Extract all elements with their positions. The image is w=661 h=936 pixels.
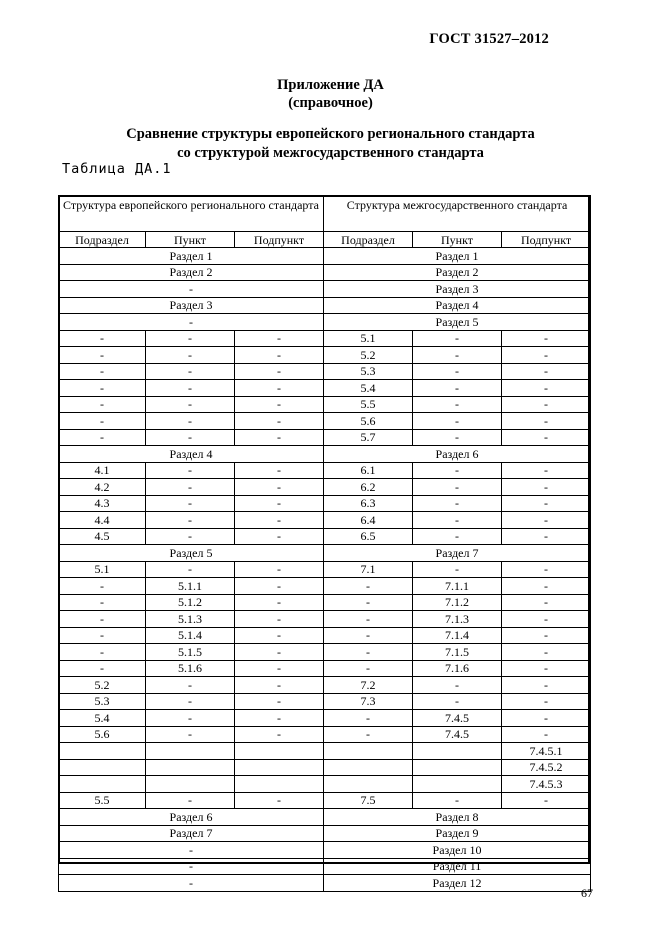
table-cell	[324, 743, 413, 760]
table-cell	[413, 776, 502, 793]
table-cell: -	[413, 479, 502, 496]
section-cell-left: -	[59, 875, 324, 892]
table-cell: 6.4	[324, 512, 413, 529]
table-cell: -	[235, 660, 324, 677]
table-cell: 5.1.2	[146, 594, 235, 611]
table-cell	[235, 759, 324, 776]
table-cell: 5.1.6	[146, 660, 235, 677]
table-row	[59, 561, 591, 578]
table-cell: 5.3	[59, 693, 146, 710]
section-cell-right: Раздел 11	[324, 858, 591, 875]
table-cell: 7.2	[324, 677, 413, 694]
table-cell: 7.1.5	[413, 644, 502, 661]
table-cell: -	[502, 677, 591, 694]
table-cell: -	[235, 561, 324, 578]
table-cell: 7.1.1	[413, 578, 502, 595]
table-cell: -	[235, 792, 324, 809]
table-cell	[146, 776, 235, 793]
table-cell: 7.4.5.1	[502, 743, 591, 760]
table-cell: -	[235, 396, 324, 413]
section-cell-left: -	[59, 842, 324, 859]
table-cell: -	[324, 594, 413, 611]
table-cell: -	[146, 528, 235, 545]
table-cell: -	[413, 330, 502, 347]
page-number: 67	[581, 886, 593, 900]
table-row	[59, 264, 591, 281]
table-cell: 5.1.4	[146, 627, 235, 644]
table-cell: -	[59, 660, 146, 677]
table-cell: 6.3	[324, 495, 413, 512]
table-cell: -	[502, 627, 591, 644]
table-cell: -	[413, 677, 502, 694]
table-cell: 5.1	[324, 330, 413, 347]
standard-header: ГОСТ 31527–2012	[429, 31, 549, 47]
table-cell: -	[235, 677, 324, 694]
table-cell: -	[146, 380, 235, 397]
table-cell	[324, 776, 413, 793]
table-cell: -	[146, 561, 235, 578]
appendix-title: Приложение ДА	[277, 77, 384, 93]
table-cell: 7.4.5.3	[502, 776, 591, 793]
table-cell: -	[413, 693, 502, 710]
table-cell	[235, 743, 324, 760]
table-cell: -	[146, 363, 235, 380]
table-cell: 6.2	[324, 479, 413, 496]
table-row	[59, 710, 591, 727]
table-cell: 7.4.5	[413, 710, 502, 727]
section-cell-right: Раздел 1	[324, 248, 591, 265]
table-cell: -	[502, 363, 591, 380]
table-cell: -	[324, 660, 413, 677]
table-row	[59, 396, 591, 413]
section-cell-left: Раздел 2	[59, 264, 324, 281]
table-cell: -	[502, 693, 591, 710]
section-cell-right: Раздел 12	[324, 875, 591, 892]
table-cell: -	[324, 578, 413, 595]
table-row	[59, 693, 591, 710]
table-cell: -	[59, 396, 146, 413]
table-cell: -	[235, 627, 324, 644]
table-cell: 5.2	[59, 677, 146, 694]
section-cell-left: Раздел 1	[59, 248, 324, 265]
appendix-subtitle: (справочное)	[288, 95, 373, 111]
table-row	[59, 611, 591, 628]
table-cell: -	[502, 578, 591, 595]
table-row	[59, 858, 591, 875]
table-cell: -	[146, 396, 235, 413]
table-cell: 7.3	[324, 693, 413, 710]
section-cell-right: Раздел 4	[324, 297, 591, 314]
table-cell: -	[502, 512, 591, 529]
column-header: Подраздел	[59, 232, 146, 248]
table-cell: -	[502, 479, 591, 496]
table-cell: -	[502, 347, 591, 364]
table-cell: -	[413, 429, 502, 446]
table-cell: 7.1.3	[413, 611, 502, 628]
section-cell-left: -	[59, 281, 324, 298]
table-cell: 5.7	[324, 429, 413, 446]
table-cell	[146, 743, 235, 760]
table-row	[59, 446, 591, 463]
table-cell: -	[413, 528, 502, 545]
comparison-heading-line1: Сравнение структуры европейского регионального стандарта	[126, 126, 535, 142]
table-cell: 7.4.5	[413, 726, 502, 743]
table-row	[59, 281, 591, 298]
table-cell: 4.3	[59, 495, 146, 512]
table-cell: -	[235, 693, 324, 710]
comparison-table	[58, 195, 591, 892]
table-cell: -	[146, 677, 235, 694]
table-cell: -	[502, 330, 591, 347]
section-cell-right: Раздел 10	[324, 842, 591, 859]
table-row	[59, 347, 591, 364]
table-cell: -	[324, 710, 413, 727]
table-cell: -	[146, 330, 235, 347]
table-row	[59, 429, 591, 446]
column-header: Пункт	[146, 232, 235, 248]
table-cell: -	[59, 363, 146, 380]
table-row	[59, 660, 591, 677]
table-cell: -	[235, 578, 324, 595]
section-cell-left: Раздел 7	[59, 825, 324, 842]
table-cell: -	[413, 561, 502, 578]
section-cell-left: Раздел 5	[59, 545, 324, 562]
table-row	[59, 792, 591, 809]
table-row	[59, 743, 591, 760]
table-row	[59, 594, 591, 611]
table-row	[59, 545, 591, 562]
table-cell: -	[235, 462, 324, 479]
table-row	[59, 528, 591, 545]
table-cell: -	[146, 710, 235, 727]
table-cell: -	[413, 512, 502, 529]
table-cell: 5.1.5	[146, 644, 235, 661]
table-cell: 5.4	[324, 380, 413, 397]
table-cell: -	[502, 396, 591, 413]
table-cell: -	[235, 380, 324, 397]
table-cell	[59, 776, 146, 793]
table-cell: -	[146, 792, 235, 809]
table-cell: -	[502, 792, 591, 809]
table-row	[59, 363, 591, 380]
table-cell: 7.4.5.2	[502, 759, 591, 776]
table-cell	[59, 743, 146, 760]
table-row	[59, 413, 591, 430]
table-cell: -	[413, 462, 502, 479]
table-cell	[146, 759, 235, 776]
table-cell: -	[413, 495, 502, 512]
table-cell: -	[146, 413, 235, 430]
table-row	[59, 578, 591, 595]
table-cell: 7.1.2	[413, 594, 502, 611]
table-row	[59, 462, 591, 479]
table-cell: -	[413, 413, 502, 430]
table-cell: 6.5	[324, 528, 413, 545]
table-cell: 5.6	[324, 413, 413, 430]
comparison-heading-line2: со структурой межгосударственного стандарта	[177, 145, 484, 161]
table-cell: -	[235, 528, 324, 545]
table-cell: -	[146, 726, 235, 743]
table-cell: -	[59, 380, 146, 397]
table-cell: -	[235, 479, 324, 496]
table-cell: -	[324, 644, 413, 661]
table-cell: 7.1.6	[413, 660, 502, 677]
table-row	[59, 677, 591, 694]
table-cell: -	[235, 726, 324, 743]
table-cell: -	[146, 462, 235, 479]
table-row	[59, 825, 591, 842]
table-row	[59, 330, 591, 347]
table-cell: 5.1.1	[146, 578, 235, 595]
table-cell: -	[59, 330, 146, 347]
table-cell: -	[235, 429, 324, 446]
table-cell: -	[235, 347, 324, 364]
table-cell	[413, 759, 502, 776]
table-cell: -	[59, 611, 146, 628]
section-cell-left: Раздел 6	[59, 809, 324, 826]
table-cell: 6.1	[324, 462, 413, 479]
table-body	[59, 248, 591, 892]
table-cell: -	[413, 347, 502, 364]
table-row	[59, 726, 591, 743]
table-row	[59, 248, 591, 265]
table-cell: -	[59, 413, 146, 430]
table-cell: -	[59, 347, 146, 364]
column-header: Пункт	[413, 232, 502, 248]
table-row	[59, 495, 591, 512]
table-cell: -	[324, 627, 413, 644]
table-cell: -	[235, 413, 324, 430]
table-cell: -	[146, 512, 235, 529]
table-cell: -	[502, 429, 591, 446]
table-cell: 5.4	[59, 710, 146, 727]
table-row	[59, 875, 591, 892]
table-cell: -	[59, 644, 146, 661]
table-cell: -	[146, 429, 235, 446]
section-cell-left: Раздел 3	[59, 297, 324, 314]
table-cell: -	[502, 380, 591, 397]
table-cell: -	[235, 512, 324, 529]
table-cell: 4.4	[59, 512, 146, 529]
table-row	[59, 759, 591, 776]
table-cell: -	[59, 627, 146, 644]
table-cell	[59, 759, 146, 776]
table-cell: 5.5	[324, 396, 413, 413]
table-cell: 5.2	[324, 347, 413, 364]
column-header: Подраздел	[324, 232, 413, 248]
table-cell: -	[502, 726, 591, 743]
column-header: Подпункт	[502, 232, 591, 248]
table-cell: -	[235, 495, 324, 512]
table-cell: -	[413, 380, 502, 397]
table-cell: -	[235, 710, 324, 727]
table-cell: -	[235, 644, 324, 661]
table-cell: 7.5	[324, 792, 413, 809]
table-cell: -	[502, 528, 591, 545]
table-cell: -	[502, 413, 591, 430]
table-cell: -	[146, 495, 235, 512]
section-cell-right: Раздел 3	[324, 281, 591, 298]
table-cell: -	[146, 479, 235, 496]
table-cell: -	[235, 330, 324, 347]
table-row	[59, 809, 591, 826]
table-cell: -	[502, 462, 591, 479]
table-cell: 4.2	[59, 479, 146, 496]
group-header-european: Структура европейского регионального стандарта	[59, 196, 324, 232]
table-cell: -	[413, 396, 502, 413]
table-row	[59, 842, 591, 859]
table-cell: 7.1.4	[413, 627, 502, 644]
table-cell: 7.1	[324, 561, 413, 578]
section-cell-right: Раздел 8	[324, 809, 591, 826]
table-row	[59, 627, 591, 644]
table-cell	[324, 759, 413, 776]
table-cell: -	[59, 429, 146, 446]
table-row	[59, 297, 591, 314]
section-cell-right: Раздел 5	[324, 314, 591, 331]
table-cell: 5.5	[59, 792, 146, 809]
table-cell	[235, 776, 324, 793]
table-cell: -	[235, 594, 324, 611]
table-cell: -	[324, 726, 413, 743]
table-cell: 4.1	[59, 462, 146, 479]
section-cell-right: Раздел 9	[324, 825, 591, 842]
table-row	[59, 512, 591, 529]
section-cell-right: Раздел 7	[324, 545, 591, 562]
table-row	[59, 776, 591, 793]
table-row	[59, 644, 591, 661]
table-cell: -	[59, 594, 146, 611]
table-cell: -	[502, 660, 591, 677]
table-row	[59, 479, 591, 496]
section-cell-right: Раздел 6	[324, 446, 591, 463]
table-cell: -	[502, 594, 591, 611]
section-cell-left: Раздел 4	[59, 446, 324, 463]
table-cell: 5.6	[59, 726, 146, 743]
table-cell: 4.5	[59, 528, 146, 545]
table-label: Таблица ДА.1	[62, 161, 172, 177]
group-header-interstate: Структура межгосударственного стандарта	[324, 196, 591, 232]
table-cell: -	[235, 363, 324, 380]
table-cell: -	[502, 495, 591, 512]
table-cell: -	[413, 792, 502, 809]
table-cell: -	[146, 347, 235, 364]
table-row	[59, 314, 591, 331]
table-cell: -	[146, 693, 235, 710]
table-cell: -	[502, 561, 591, 578]
table-cell: -	[502, 710, 591, 727]
table-cell: -	[324, 611, 413, 628]
table-cell: 5.1.3	[146, 611, 235, 628]
table-row	[59, 380, 591, 397]
table-cell: -	[235, 611, 324, 628]
table-cell: 5.3	[324, 363, 413, 380]
table-cell	[413, 743, 502, 760]
section-cell-left: -	[59, 858, 324, 875]
section-cell-left: -	[59, 314, 324, 331]
table-cell: 5.1	[59, 561, 146, 578]
section-cell-right: Раздел 2	[324, 264, 591, 281]
table-cell: -	[502, 644, 591, 661]
table-cell: -	[59, 578, 146, 595]
column-header: Подпункт	[235, 232, 324, 248]
table-cell: -	[413, 363, 502, 380]
table-cell: -	[502, 611, 591, 628]
